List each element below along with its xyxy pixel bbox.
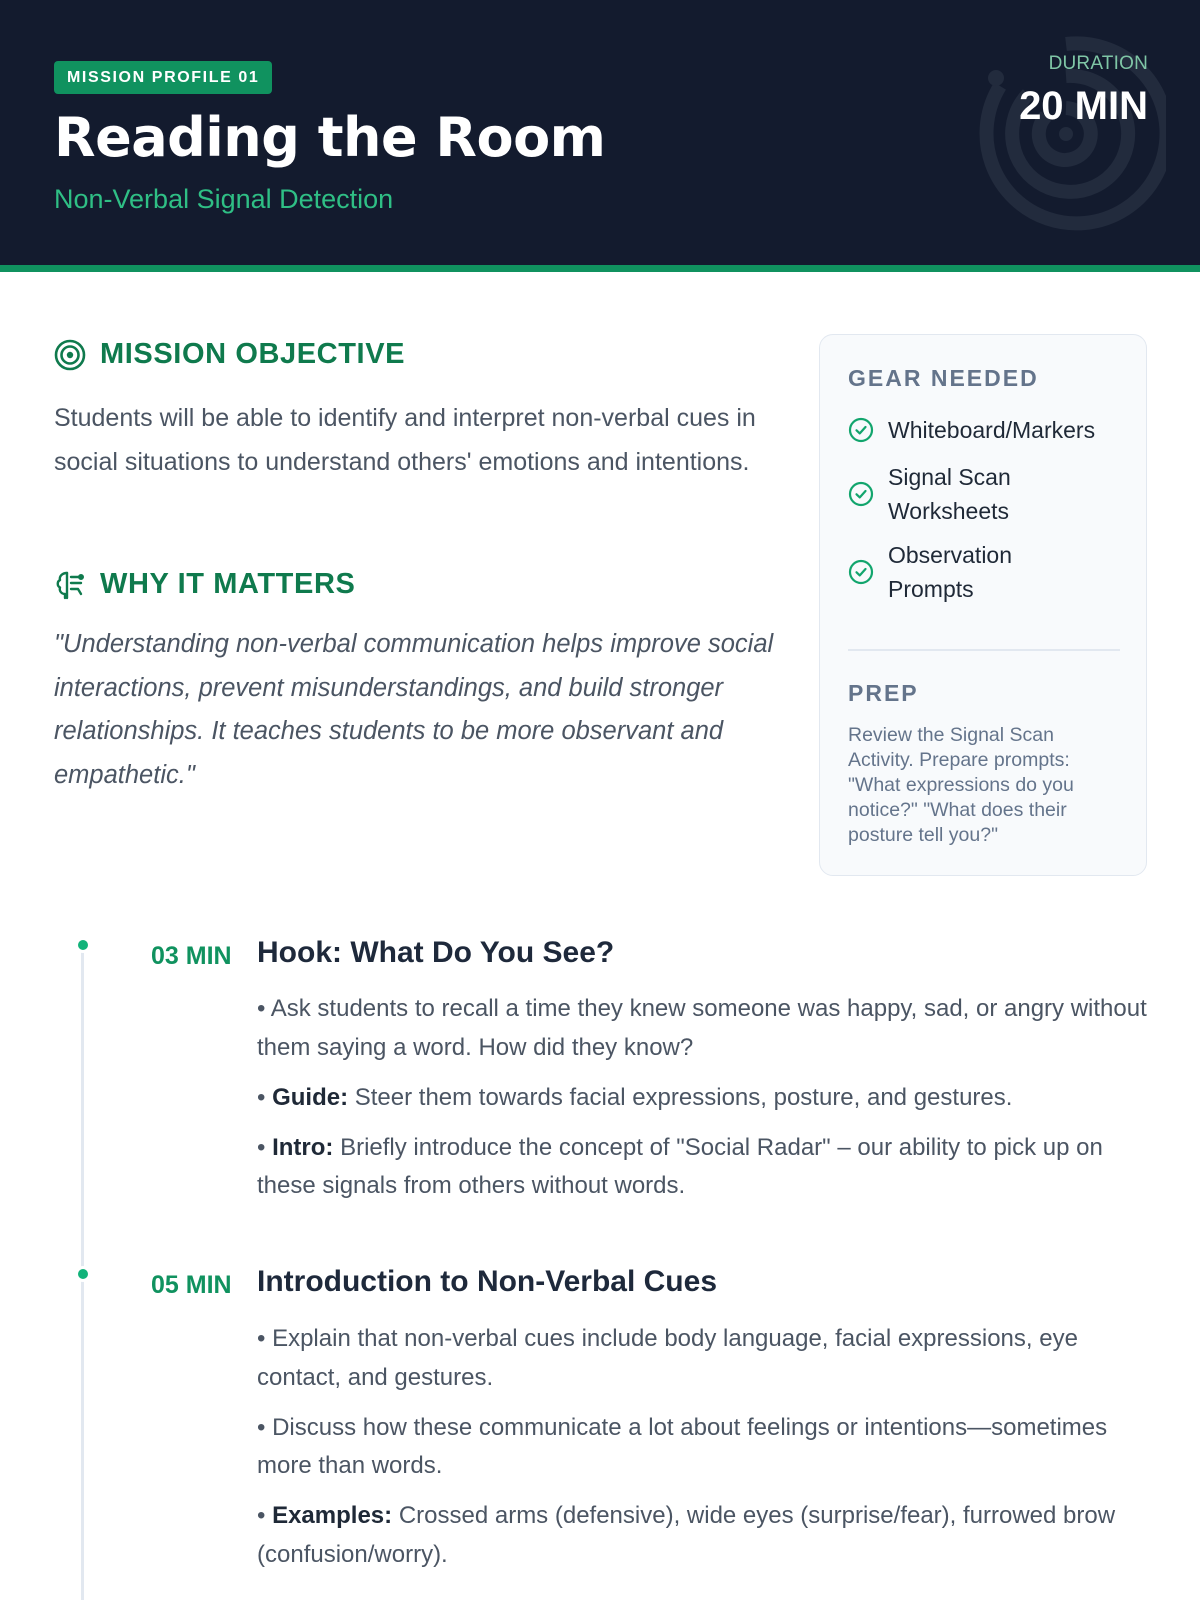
- bullet-text: Explain that non-verbal cues include body language, facial expressions, eye contact, and gestures.: [257, 1325, 1078, 1391]
- step-bullet: • Guide: Steer them towards facial expressions, posture, and gestures.: [257, 1083, 1013, 1111]
- timeline-dot: [75, 937, 91, 953]
- bullet-text: Steer them towards facial expressions, posture, and gestures.: [354, 1083, 1013, 1111]
- gear-item-label: Whiteboard/Markers: [888, 417, 1096, 443]
- bullet-text: Ask students to recall a time they knew someone was happy, sad, or angry without them saying a word. How did they know?: [257, 995, 1147, 1061]
- check-circle-icon: [848, 481, 874, 507]
- step-bullets: [257, 990, 1147, 1217]
- step-title: Hook: What Do You See?: [257, 936, 615, 969]
- why-text: "Understanding non-verbal communication helps improve social interactions, prevent misunderstandings, and build stronger relationships. It teaches students to be more observant and empathetic.": [54, 630, 774, 789]
- bullet-prefix: Guide:: [272, 1083, 349, 1111]
- why-heading-text: WHY IT MATTERS: [100, 568, 356, 600]
- step-bullets: [257, 1320, 1147, 1586]
- target-icon: [54, 339, 86, 371]
- bullet-text: Crossed arms (defensive), wide eyes (surprise/fear), furrowed brow (confusion/worry).: [257, 1502, 1116, 1568]
- prep-heading: PREP: [848, 680, 919, 706]
- duration-value: 20 MIN: [1019, 84, 1148, 128]
- duration-label: DURATION: [1048, 53, 1148, 74]
- mission-badge: MISSION PROFILE 01: [54, 61, 272, 94]
- mission-header: [0, 0, 1200, 272]
- step-duration: 03 MIN: [151, 942, 232, 970]
- step-bullet: • Intro: Briefly introduce the concept of "Social Radar" – our ability to pick up on these signals from others without words.: [257, 1133, 1103, 1199]
- bullet-text: Discuss how these communicate a lot about feelings or intentions—sometimes more than words.: [257, 1413, 1108, 1479]
- card-divider: [848, 649, 1120, 651]
- step-bullet: • Examples: Crossed arms (defensive), wide eyes (surprise/fear), furrowed brow (confusion/worry).: [257, 1502, 1116, 1568]
- bullet-text: Briefly introduce the concept of "Social Radar" – our ability to pick up on these signals from others without words.: [257, 1133, 1103, 1199]
- prep-text: Review the Signal Scan Activity. Prepare prompts: "What expressions do you notice?" "What does their posture tell you?": [848, 724, 1074, 846]
- why-heading: [54, 568, 355, 601]
- objective-heading-text: MISSION OBJECTIVE: [100, 338, 406, 370]
- objective-heading: [54, 338, 405, 371]
- gear-item-label: Signal Scan Worksheets: [888, 464, 1011, 524]
- page-title: Reading the Room: [54, 106, 606, 169]
- gear-item: [848, 460, 1068, 528]
- gear-card: [819, 334, 1147, 876]
- step-bullet: • Ask students to recall a time they knew someone was happy, sad, or angry without them saying a word. How did they know?: [257, 995, 1147, 1061]
- step-duration: 05 MIN: [151, 1271, 232, 1299]
- timeline-dot: [75, 1266, 91, 1282]
- step-title: Introduction to Non-Verbal Cues: [257, 1265, 718, 1298]
- check-circle-icon: [848, 559, 874, 585]
- step-bullet: • Explain that non-verbal cues include body language, facial expressions, eye contact, and gestures.: [257, 1325, 1078, 1391]
- page-subtitle: Non-Verbal Signal Detection: [54, 184, 394, 214]
- gear-heading: GEAR NEEDED: [848, 365, 1039, 391]
- gear-item-label: Observation Prompts: [888, 542, 1013, 602]
- brain-icon: [54, 569, 86, 601]
- objective-text: Students will be able to identify and interpret non-verbal cues in social situations to understand others' emotions and intentions.: [54, 404, 756, 476]
- bullet-prefix: Intro:: [272, 1133, 334, 1161]
- gear-item: [848, 413, 1095, 447]
- check-circle-icon: [848, 417, 874, 443]
- bullet-prefix: Examples:: [272, 1502, 393, 1529]
- step-bullet: • Discuss how these communicate a lot about feelings or intentions—sometimes more than words.: [257, 1413, 1108, 1479]
- gear-item: [848, 538, 1068, 606]
